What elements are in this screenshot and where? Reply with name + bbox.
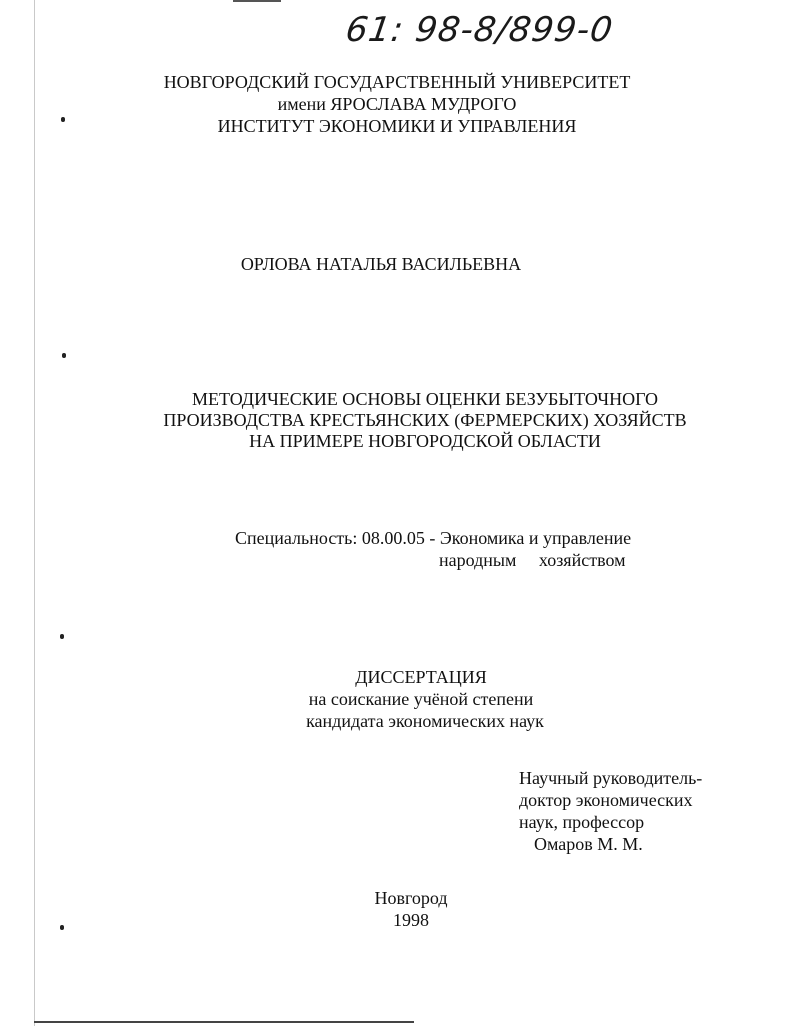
supervisor-line-3: наук, профессор — [519, 812, 645, 832]
degree-line-2: кандидата экономических наук — [306, 711, 544, 731]
scan-dot-1 — [61, 117, 65, 122]
specialty-line-2: народным хозяйством — [439, 550, 626, 570]
university-name: НОВГОРОДСКИЙ ГОСУДАРСТВЕННЫЙ УНИВЕРСИТЕТ — [163, 72, 631, 92]
supervisor-line-1: Научный руководитель- — [519, 768, 703, 788]
scan-dot-2 — [62, 353, 66, 358]
dissertation-heading: ДИССЕРТАЦИЯ — [355, 667, 487, 687]
title-line-3: НА ПРИМЕРЕ НОВГОРОДСКОЙ ОБЛАСТИ — [249, 431, 601, 451]
author-name: ОРЛОВА НАТАЛЬЯ ВАСИЛЬЕВНА — [240, 254, 522, 274]
degree-line-1: на соискание учёной степени — [308, 689, 534, 709]
scan-edge-top — [233, 0, 281, 2]
scan-edge-left — [34, 0, 35, 1026]
supervisor-line-2: доктор экономических — [519, 790, 693, 810]
handwritten-archive-number: 61: 98-8/899-0 — [343, 10, 616, 50]
scan-dot-4 — [60, 925, 64, 930]
title-line-2: ПРОИЗВОДСТВА КРЕСТЬЯНСКИХ (ФЕРМЕРСКИХ) ХОЗЯЙСТВ — [163, 410, 687, 430]
institute-name: ИНСТИТУТ ЭКОНОМИКИ И УПРАВЛЕНИЯ — [217, 116, 577, 136]
title-line-1: МЕТОДИЧЕСКИЕ ОСНОВЫ ОЦЕНКИ БЕЗУБЫТОЧНОГО — [191, 389, 659, 409]
city: Новгород — [374, 888, 448, 908]
year: 1998 — [393, 910, 429, 930]
supervisor-name: Омаров М. М. — [534, 834, 643, 854]
university-named-after: имени ЯРОСЛАВА МУДРОГО — [277, 94, 517, 114]
specialty-line-1: Специальность: 08.00.05 - Экономика и управление — [235, 528, 632, 548]
scan-dot-3 — [60, 634, 64, 639]
scan-edge-bottom — [34, 1021, 414, 1023]
